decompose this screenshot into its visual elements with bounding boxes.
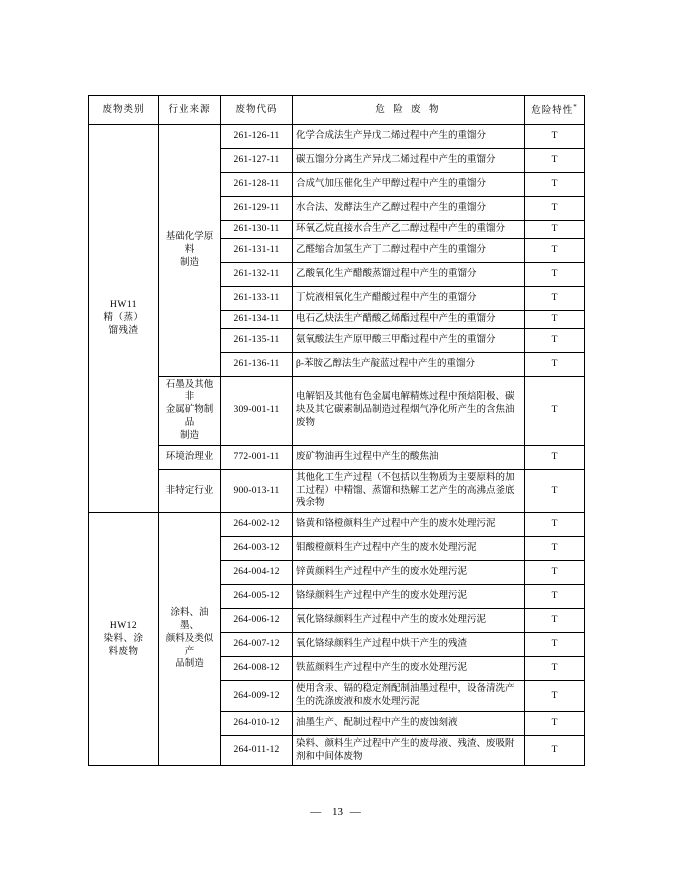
- industry-cell: [159, 125, 221, 377]
- waste-description: 染料、颜料生产过程中产生的废母液、残渣、废吸附剂和中间体废物: [293, 735, 525, 766]
- header-waste: 危 险 废 物: [293, 96, 525, 125]
- table-body: [89, 125, 585, 766]
- hazard-property: T: [525, 173, 585, 197]
- header-code: 废物代码: [221, 96, 293, 125]
- hazard-property: T: [525, 537, 585, 561]
- category-line: HW11: [110, 300, 137, 311]
- hazard-property: T: [525, 352, 585, 376]
- waste-description: 油墨生产、配制过程中产生的废蚀刻液: [293, 711, 525, 735]
- hazard-property: T: [525, 445, 585, 469]
- table-row: [89, 125, 585, 149]
- waste-description: 氨氧酸法生产原甲酸三甲酯过程中产生的重馏分: [293, 328, 525, 352]
- waste-code: 309-001-11: [221, 376, 293, 445]
- category-cell-hw11: [89, 125, 159, 513]
- waste-description: 铁蓝颜料生产过程中产生的废水处理污泥: [293, 657, 525, 681]
- hazard-property: T: [525, 585, 585, 609]
- waste-description: 氧化铬绿颜料生产过程中产生的废水处理污泥: [293, 609, 525, 633]
- waste-description: 化学合成法生产异戊二烯过程中产生的重馏分: [293, 125, 525, 149]
- waste-code: 264-005-12: [221, 585, 293, 609]
- category-cell-hw12: [89, 513, 159, 766]
- waste-code: 261-133-11: [221, 286, 293, 310]
- waste-code: 261-131-11: [221, 238, 293, 262]
- waste-code: 261-130-11: [221, 221, 293, 239]
- table-row: [89, 376, 585, 445]
- waste-description: 其他化工生产过程（不包括以生物质为主要原料的加工过程）中精馏、蒸馏和热解工艺产生的高沸点釜底残余物: [293, 469, 525, 512]
- hazard-property: T: [525, 513, 585, 537]
- waste-description: 环氧乙烷直接水合生产乙二醇过程中产生的重馏分: [293, 221, 525, 239]
- table-row: [89, 513, 585, 537]
- industry-line: 颜料及类似产: [165, 633, 214, 657]
- hazard-property: T: [525, 681, 585, 712]
- category-line: 料废物: [108, 646, 139, 657]
- header-category: 废物类别: [89, 96, 159, 125]
- hazard-property: T: [525, 310, 585, 328]
- waste-description: 铬黄和铬橙颜料生产过程中产生的废水处理污泥: [293, 513, 525, 537]
- waste-code: 264-003-12: [221, 537, 293, 561]
- hazard-property: T: [525, 238, 585, 262]
- waste-description: 锌黄颜料生产过程中产生的废水处理污泥: [293, 561, 525, 585]
- table-row: [89, 445, 585, 469]
- hazard-property: T: [525, 328, 585, 352]
- waste-description: 乙酸氧化生产醋酸蒸馏过程中产生的重馏分: [293, 262, 525, 286]
- waste-description: 水合法、发酵法生产乙醇过程中产生的重馏分: [293, 197, 525, 221]
- category-line: 精（蒸）: [103, 313, 144, 324]
- waste-description: 电石乙炔法生产醋酸乙烯酯过程中产生的重馏分: [293, 310, 525, 328]
- hazard-property: T: [525, 125, 585, 149]
- waste-description: 废矿物油再生过程中产生的酸焦油: [293, 445, 525, 469]
- waste-code: 261-129-11: [221, 197, 293, 221]
- header-industry: 行业来源: [159, 96, 221, 125]
- industry-line: 涂料、油墨、: [170, 608, 209, 632]
- table-header-row: [89, 96, 585, 125]
- waste-description: 钼酸橙颜料生产过程中产生的废水处理污泥: [293, 537, 525, 561]
- hazard-property: T: [525, 197, 585, 221]
- industry-line: 金属矿物制品: [165, 405, 214, 429]
- hazard-property: T: [525, 376, 585, 445]
- industry-line: 基础化学原料: [165, 232, 214, 255]
- hazard-property: T: [525, 262, 585, 286]
- waste-code: 264-004-12: [221, 561, 293, 585]
- waste-code: 264-011-12: [221, 735, 293, 766]
- hazard-property: T: [525, 149, 585, 173]
- industry-cell: 环境治理业: [159, 445, 221, 469]
- waste-code: 264-007-12: [221, 633, 293, 657]
- page-footer: [0, 806, 675, 818]
- waste-description: 乙醛缩合加氢生产丁二醇过程中产生的重馏分: [293, 238, 525, 262]
- industry-cell: 非特定行业: [159, 469, 221, 512]
- page-number: 13: [332, 806, 343, 818]
- hazard-property: T: [525, 657, 585, 681]
- hazard-property: T: [525, 561, 585, 585]
- hazard-property: T: [525, 735, 585, 766]
- waste-description: 使用含汞、镉的稳定剂配制油墨过程中，设备清洗产生的洗涤废液和废水处理污泥: [293, 681, 525, 712]
- waste-code: 264-009-12: [221, 681, 293, 712]
- table-header: [89, 96, 585, 125]
- hazard-property: T: [525, 469, 585, 512]
- waste-code: 261-128-11: [221, 173, 293, 197]
- waste-code: 900-013-11: [221, 469, 293, 512]
- hazard-property: T: [525, 286, 585, 310]
- waste-description: 丁烷液相氧化生产醋酸过程中产生的重馏分: [293, 286, 525, 310]
- waste-code: 261-127-11: [221, 149, 293, 173]
- hazard-property: T: [525, 221, 585, 239]
- category-line: 馏残渣: [108, 325, 139, 336]
- industry-cell: [159, 513, 221, 766]
- waste-description: 电解铝及其他有色金属电解精炼过程中预焙阳极、碳块及其它碳素制品制造过程烟气净化所产生的含焦油废物: [293, 376, 525, 445]
- waste-code: 264-006-12: [221, 609, 293, 633]
- industry-line: 石墨及其他非: [165, 379, 214, 403]
- waste-code: 261-136-11: [221, 352, 293, 376]
- waste-description: 氧化铬绿颜料生产过程中烘干产生的残渣: [293, 633, 525, 657]
- header-property: 危险特性*: [525, 96, 585, 125]
- industry-cell: [159, 376, 221, 445]
- dash-left: —: [310, 806, 326, 818]
- waste-code: 264-008-12: [221, 657, 293, 681]
- waste-code: 261-134-11: [221, 310, 293, 328]
- category-line: 染料、涂: [103, 633, 144, 644]
- waste-code: 261-126-11: [221, 125, 293, 149]
- hazard-property: T: [525, 711, 585, 735]
- hazard-property: T: [525, 609, 585, 633]
- waste-description: 合成气加压催化生产甲醇过程中产生的重馏分: [293, 173, 525, 197]
- hazardous-waste-table-container: [88, 95, 584, 766]
- waste-code: 772-001-11: [221, 445, 293, 469]
- waste-code: 264-010-12: [221, 711, 293, 735]
- waste-code: 261-135-11: [221, 328, 293, 352]
- hazardous-waste-table: [88, 95, 585, 766]
- waste-description: β-苯胺乙醇法生产靛蓝过程中产生的重馏分: [293, 352, 525, 376]
- waste-description: 铬绿颜料生产过程中产生的废水处理污泥: [293, 585, 525, 609]
- dash-right: —: [349, 806, 365, 818]
- hazard-property: T: [525, 633, 585, 657]
- category-line: HW12: [109, 621, 138, 632]
- waste-code: 261-132-11: [221, 262, 293, 286]
- waste-code: 264-002-12: [221, 513, 293, 537]
- industry-line: 品制造: [175, 659, 204, 670]
- industry-line: 制造: [179, 430, 199, 441]
- waste-description: 碳五馏分分离生产异戊二烯过程中产生的重馏分: [293, 149, 525, 173]
- industry-line: 制造: [179, 257, 199, 268]
- table-row: [89, 469, 585, 512]
